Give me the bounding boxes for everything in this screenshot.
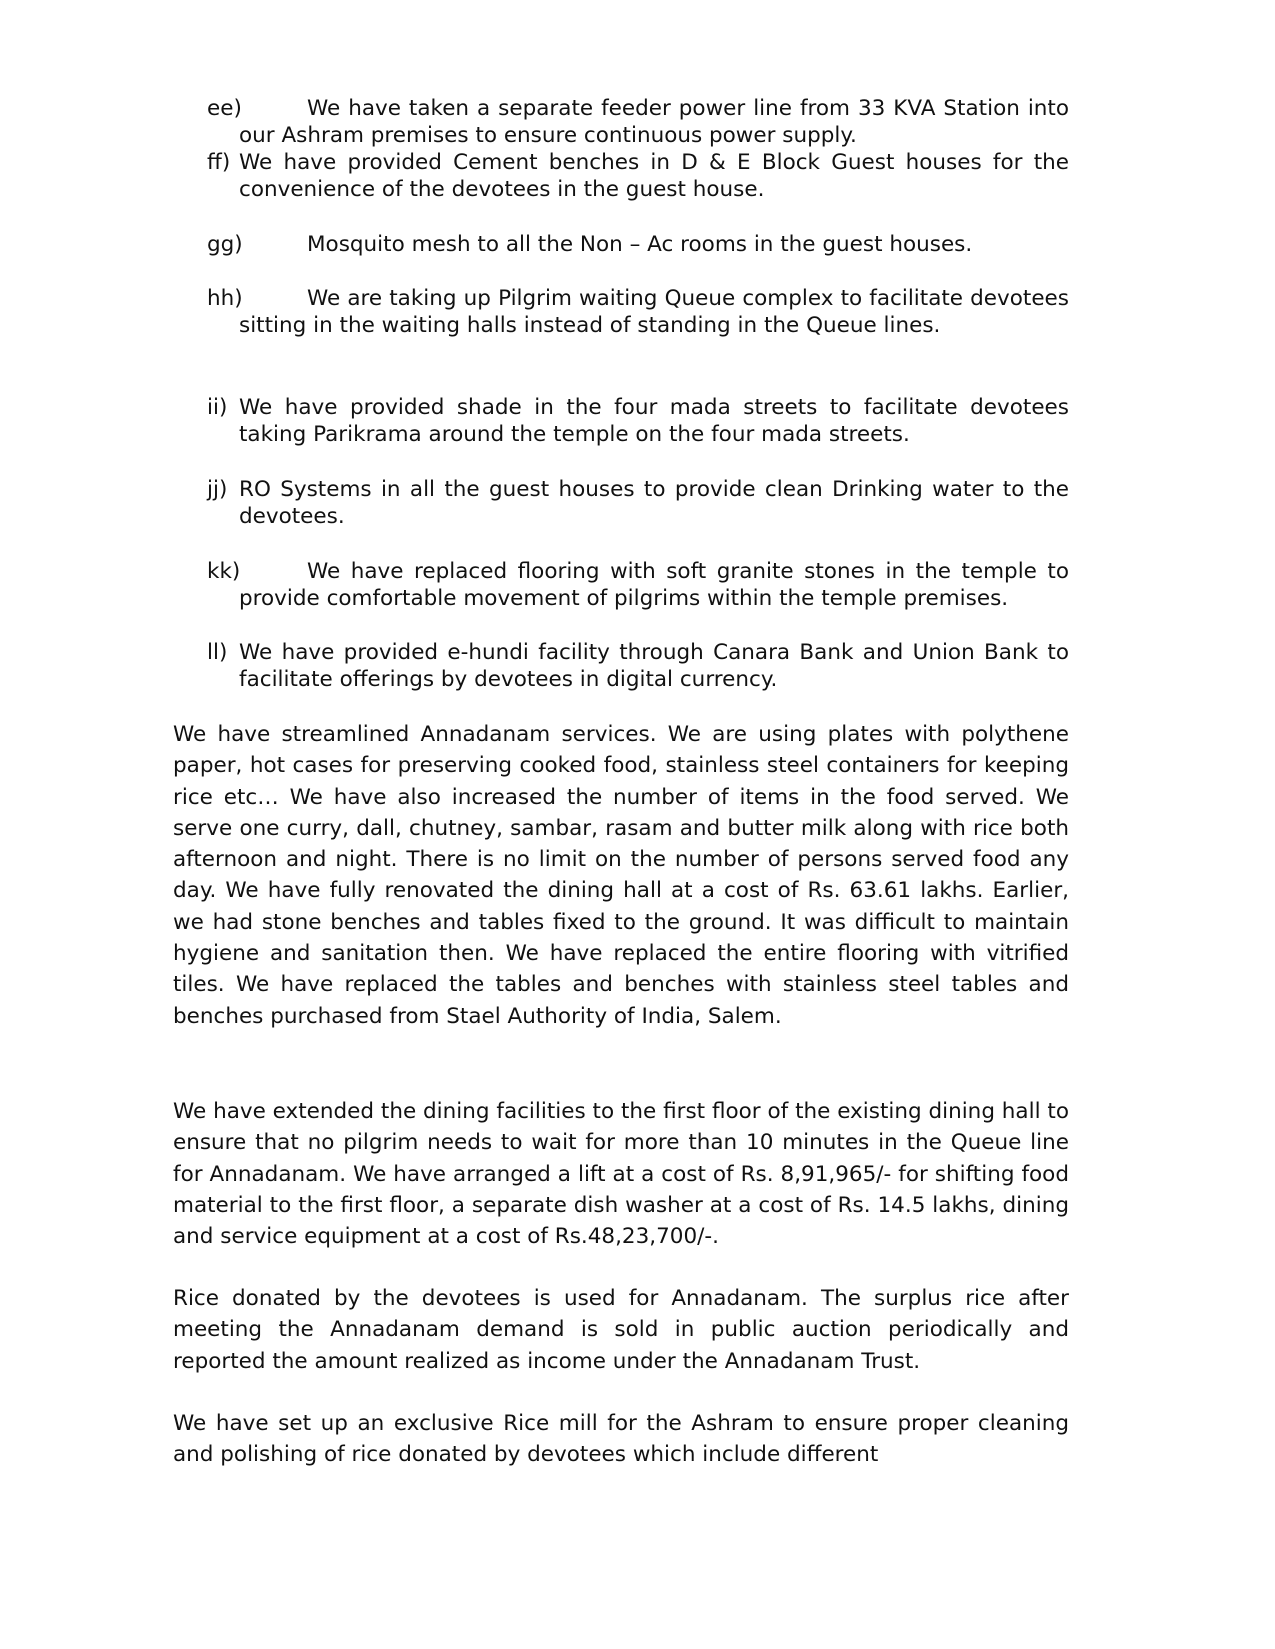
list-item-text: We have provided Cement benches in D & E Block Guest houses for the convenience of the devotees in the guest house. bbox=[239, 150, 1069, 202]
list-item-ii bbox=[207, 394, 1069, 448]
list-marker: ee) bbox=[207, 96, 242, 121]
paragraph-annadanam-services: We have streamlined Annadanam services. We are using plates with polythene paper, hot cases for preserving cooked food, stainless steel containers for keeping rice etc… We have also increased the number of items in the food served. We serve one curry, dall, chutney, sambar, rasam and butter milk along with rice both afternoon and night. There is no limit on the number of persons served food any day. We have fully renovated the dining hall at a cost of Rs. 63.61 lakhs. Earlier, we had stone benches and tables fixed to the ground. It was difficult to maintain hygiene and sanitation then. We have replaced the entire flooring with vitrified tiles. We have replaced the tables and benches with stainless steel tables and benches purchased from Stael Authority of India, Salem. bbox=[173, 722, 1069, 1029]
paragraph-rice-donation: Rice donated by the devotees is used for Annadanam. The surplus rice after meeting the Annadanam demand is sold in public auction periodically and reported the amount realized as income under the Annadanam Trust. bbox=[173, 1286, 1069, 1374]
list-marker: gg) bbox=[207, 232, 243, 257]
list-item-kk bbox=[207, 558, 1069, 612]
list-marker: jj) bbox=[207, 477, 228, 502]
list-marker: ll) bbox=[207, 640, 228, 665]
list-item-text: We have provided shade in the four mada streets to facilitate devotees taking Parikrama around the temple on the four mada streets. bbox=[239, 395, 1069, 447]
list-item-hh bbox=[207, 285, 1069, 339]
list-marker: kk) bbox=[207, 559, 241, 584]
list-item-text: We have taken a separate feeder power line from 33 KVA Station into our Ashram premises to ensure continuous power supply. bbox=[239, 96, 1069, 148]
list-marker: hh) bbox=[207, 286, 243, 311]
list-item-ee bbox=[207, 95, 1069, 149]
list-item-ff bbox=[207, 149, 1069, 203]
list-marker: ii) bbox=[207, 395, 228, 420]
list-item-jj bbox=[207, 476, 1069, 530]
list-item-text: Mosquito mesh to all the Non – Ac rooms in the guest houses. bbox=[307, 232, 973, 257]
paragraph-rice-mill: We have set up an exclusive Rice mill for the Ashram to ensure proper cleaning and polishing of rice donated by devotees which include different bbox=[173, 1411, 1069, 1468]
list-item-text: RO Systems in all the guest houses to provide clean Drinking water to the devotees. bbox=[239, 477, 1069, 529]
list-item-gg bbox=[207, 231, 1069, 258]
list-item-text: We are taking up Pilgrim waiting Queue complex to facilitate devotees sitting in the waiting halls instead of standing in the Queue lines. bbox=[239, 286, 1069, 338]
list-item-text: We have replaced flooring with soft granite stones in the temple to provide comfortable movement of pilgrims within the temple premises. bbox=[239, 559, 1069, 611]
list-item-ll bbox=[207, 639, 1069, 693]
list-item-text: We have provided e-hundi facility through Canara Bank and Union Bank to facilitate offerings by devotees in digital currency. bbox=[239, 640, 1069, 692]
paragraph-dining-extension: We have extended the dining facilities to the first floor of the existing dining hall to ensure that no pilgrim needs to wait for more than 10 minutes in the Queue line for Annadanam. We have arranged a lift at a cost of Rs. 8,91,965/- for shifting food material to the first floor, a separate dish washer at a cost of Rs. 14.5 lakhs, dining and service equipment at a cost of Rs.48,23,700/-. bbox=[173, 1099, 1069, 1250]
list-marker: ff) bbox=[207, 150, 231, 175]
